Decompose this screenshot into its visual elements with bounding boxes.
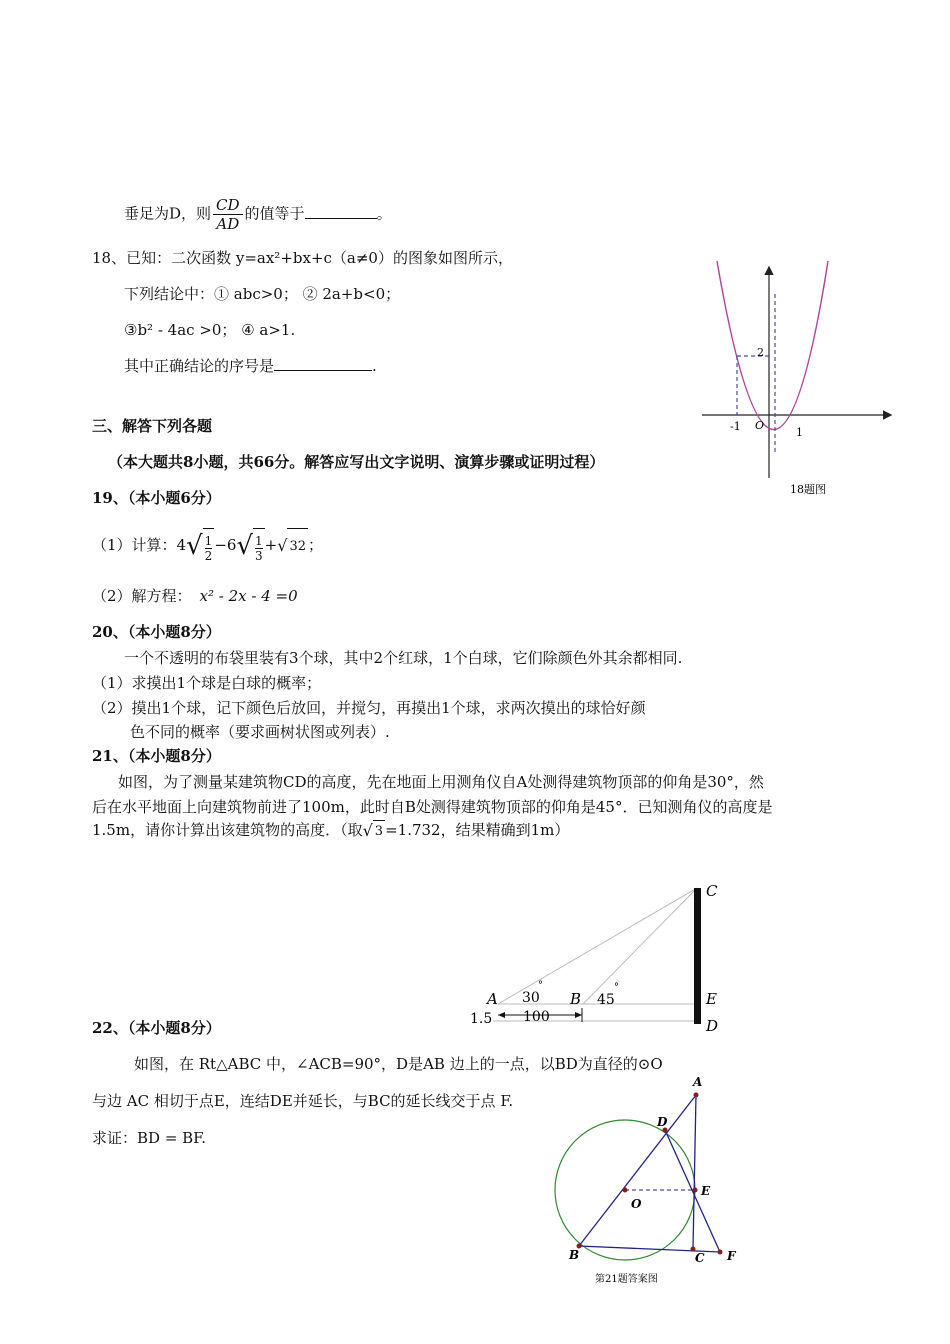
q20-line2: （1）求摸出1个球是白球的概率； [92,674,322,692]
q18-caption: 18题图 [790,483,826,496]
q18-line4-end: . [372,357,377,375]
q22-figure [545,1070,760,1288]
q18-line2: 下列结论中：① abc>0； ② 2a+b<0； [124,285,401,303]
q22-label-C: C [695,1251,705,1265]
q18-label-O: O [755,419,765,432]
q21-deg-45: ° [614,982,619,993]
q21-line2: 后在水平地面上向建筑物前进了100m，此时自B处测得建筑物顶部的仰角是45°．已知测角仪的高度是 [92,798,773,816]
q21-title: 21、（本小题8分） [92,747,221,765]
q22-side-AB [579,1095,696,1246]
q22-label-E: E [701,1184,711,1198]
q21-label-distance: 100 [523,1009,550,1025]
q22-label-B: B [569,1248,580,1262]
q17-end: 。 [376,204,392,223]
q18-label-2: 2 [757,346,764,359]
q21-sightline-B [583,888,697,1004]
q22-caption: 第21题答案图 [595,1274,658,1285]
q21-label-height: 1.5 [470,1011,493,1027]
q19-f1-num: 1 [204,533,213,548]
q21-label-A: A [487,990,498,1008]
q21-line3-b: =1.732，结果精确到1m） [385,821,570,839]
q18-label-1: 1 [796,426,803,439]
q20-line3: （2）摸出1个球，记下颜色后放回，并搅匀，再摸出1个球，求两次摸出的球恰好颜 [92,699,646,717]
q22-point-E [693,1188,698,1193]
q19-p1-plus: + [264,536,278,554]
q22-line1: 如图，在 Rt△ABC 中，∠ACB=90°，D是AB 边上的一点，以BD为直径的⊙O [134,1055,663,1073]
q22-side-AC [693,1095,696,1249]
q19-p1-coef-b: −6 [214,536,237,554]
q19-sqrt-half: √ $\frac{1}{2}$ [186,528,214,564]
q19-title: 19、（本小题6分） [92,489,221,507]
q19-part1 [92,528,323,564]
q18-parabola [717,261,828,430]
q19-sqrt-32: √ 32 [277,528,308,564]
q22-label-D: D [657,1115,668,1129]
q21-label-C: C [706,882,718,900]
q22-label-O: O [631,1197,642,1211]
q19-radicand-32: 32 [287,528,308,564]
q19-f1-den: 2 [204,548,213,563]
q17-frac-den: AD [216,215,240,233]
q17-prefix: 垂足为D，则 [124,204,212,223]
q21-angle-30: 30 [522,990,540,1006]
q18-answer-blank [274,356,372,371]
q22-label-F: F [727,1249,736,1263]
q21-label-B: B [570,990,582,1008]
q21-radicand: 3 [373,820,385,842]
q22-line2: 与边 AC 相切于点E，连结DE并延长，与BC的延长线交于点 F. [92,1092,514,1110]
q22-point-A [694,1093,699,1098]
q18-line1: 18、已知：二次函数 y=ax²+bx+c（a≠0）的图象如图所示， [92,249,513,267]
q21-line3-a: 1.5m，请你计算出该建筑物的高度．（取 [92,821,363,839]
q19-f2-num: 1 [255,533,263,548]
q22-line3: 求证：BD = BF. [92,1129,207,1147]
section3-title: 三、解答下列各题 [92,417,213,435]
q21-line1: 如图，为了测量某建筑物CD的高度，先在地面上用测角仪自A处测得建筑物顶部的仰角是30°，然 [118,773,764,791]
q17-tail [124,196,392,233]
q21-line3 [92,820,569,842]
q18-line4 [124,356,377,376]
q19-p2-label: （2）解方程： [92,587,192,605]
q19-f2-den: 3 [255,548,263,563]
q19-p1-end: ； [307,536,323,554]
q21-figure [465,878,735,1038]
section3-note: （本大题共8小题，共66分。解答应写出文字说明、演算步骤或证明过程） [108,453,605,471]
q17-fraction [213,196,243,233]
q22-point-F [718,1250,723,1255]
q21-dim-arrow-left [498,1012,505,1018]
q21-label-E: E [706,990,717,1008]
q19-p1-label: （1）计算： [92,536,177,554]
q17-frac-num: CD [213,196,243,215]
q20-line1: 一个不透明的布袋里装有3个球，其中2个红球，1个白球，它们除颜色外其余都相同. [124,649,683,667]
q19-p2-equation: x² - 2x - 4 =0 [199,587,298,605]
q18-label-neg1: -1 [730,420,741,433]
q18-line4-text: 其中正确结论的序号是 [124,357,275,375]
q17-suffix: 的值等于 [244,204,305,223]
q21-label-D: D [706,1017,719,1035]
q21-angle-45: 45 [597,992,615,1008]
q20-line4: 色不同的概率（要求画树状图或列表）. [130,723,390,741]
q18-figure [700,258,900,503]
q22-line-DF [665,1130,720,1252]
q22-title: 22、（本小题8分） [92,1019,221,1037]
q21-dim-arrow-right [575,1012,582,1018]
q19-part2 [92,586,298,606]
q19-p1-coef-a: 4 [176,536,187,554]
q21-deg-30: ° [538,980,543,991]
q21-building-CD [694,888,701,1024]
q21-sqrt3: √ 3 [362,821,384,840]
q17-answer-blank [305,204,377,219]
q21-sightline-A [498,888,697,1004]
q20-title: 20、（本小题8分） [92,623,221,641]
q22-point-O [623,1188,628,1193]
q18-line3: ③b² - 4ac >0； ④ a>1. [124,321,296,339]
q22-label-A: A [693,1075,703,1089]
q19-sqrt-third: √ $\frac{1}{3}$ [236,528,264,564]
